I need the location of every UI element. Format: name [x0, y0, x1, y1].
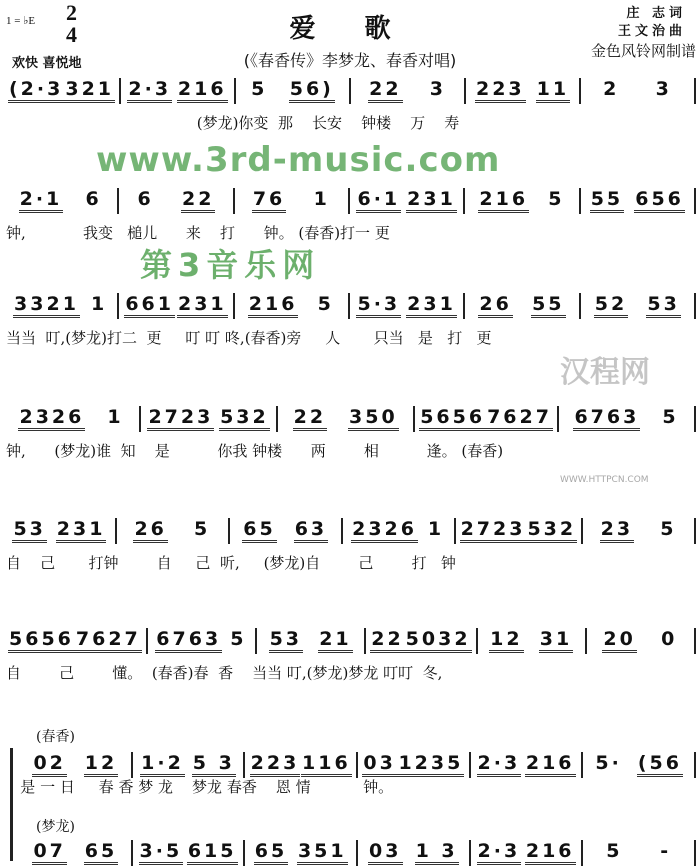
score-line [20, 840, 696, 868]
measure [235, 293, 350, 319]
note-group: 21 [318, 628, 352, 653]
note-group: 116 [301, 752, 352, 777]
measure [235, 188, 350, 214]
note-group: (56 [637, 752, 683, 777]
lyrics-line: 自 己 懂。 (春香)春 香 当当 叮,(梦龙)梦龙 叮叮 冬, [6, 664, 443, 682]
note-group: 2723 [147, 406, 214, 431]
note-group: 56) [289, 78, 335, 103]
measure [257, 628, 366, 654]
measure [236, 78, 351, 104]
note-group: 532 [526, 518, 577, 543]
watermark-httpcn: 汉程网 [560, 355, 650, 390]
note-group: 2·3 [477, 752, 522, 777]
note-group: 1 [427, 518, 445, 540]
measure [119, 188, 234, 214]
note-group: 2 [603, 78, 620, 100]
measure [583, 840, 696, 866]
measure [351, 78, 466, 104]
note-group: 52 [594, 293, 628, 318]
lyrics-line: 钟, (梦龙)谁 知 是 你我 钟楼 两 相 逢。 (春香) [6, 442, 504, 460]
measure [587, 628, 696, 654]
note-group: 223 [475, 78, 526, 103]
key-signature: 1 = ♭E [6, 15, 36, 27]
note-group: 26 [133, 518, 167, 543]
note-group: 65 [254, 840, 288, 865]
note-group: 2326 [18, 406, 85, 431]
note-group: 2·3 [477, 840, 522, 865]
note-group: 5 [548, 188, 565, 210]
watermark-httpcn-url: WWW.HTTPCN.COM [560, 475, 649, 485]
composer-credit: 王文治曲 [617, 24, 686, 39]
note-group: 3·5 [139, 840, 184, 865]
note-group: 351 [297, 840, 348, 865]
score-line [4, 293, 696, 321]
meter-bottom: 4 [66, 22, 77, 47]
note-group: 321 [64, 78, 115, 103]
note-group: 1 [91, 293, 108, 315]
note-group: 26 [478, 293, 512, 318]
note-group: 223 [250, 752, 301, 777]
measure [121, 78, 236, 104]
note-group: 5656 [8, 628, 75, 653]
note-group: 55 [531, 293, 565, 318]
score-line [4, 628, 696, 656]
measure [117, 518, 230, 544]
measure [583, 518, 696, 544]
lyrics-line: 自 己 打钟 自 己 听, (梦龙)自 己 打 钟 [6, 554, 456, 572]
measure [581, 293, 696, 319]
measure [20, 752, 133, 778]
note-group: 55 [590, 188, 624, 213]
note-group: 02 [32, 752, 66, 777]
note-group: 22 [181, 188, 215, 213]
note-group: 12 [84, 752, 118, 777]
measure [465, 293, 580, 319]
measure [478, 628, 587, 654]
lyricist-credit: 庄 志词 [626, 6, 686, 21]
watermark-site: www.3rd-music.com [96, 140, 501, 180]
maker-credit: 金色风铃网制谱 [590, 42, 696, 60]
note-group: 2·1 [19, 188, 64, 213]
note-group: 6763 [155, 628, 222, 653]
measure [343, 518, 456, 544]
note-group: 3 [429, 78, 446, 100]
measure [133, 752, 246, 778]
measure [4, 78, 121, 104]
system-bracket [10, 748, 17, 861]
note-group: 53 [646, 293, 680, 318]
note-group: 0 [661, 628, 678, 650]
measure [4, 518, 117, 544]
measure [4, 188, 119, 214]
note-group: 216 [478, 188, 529, 213]
note-group: 6763 [573, 406, 640, 431]
tempo-marking: 欢快 喜悦地 [12, 56, 82, 71]
song-subtitle: (《春香传》李梦龙、春香对唱) [243, 51, 457, 70]
note-group: 3 [655, 78, 672, 100]
meter-top: 2 [66, 0, 77, 25]
note-group: 63 [294, 518, 328, 543]
note-group: 231 [406, 188, 457, 213]
note-group: 216 [248, 293, 299, 318]
note-group: 231 [406, 293, 457, 318]
note-group: 1235 [397, 752, 464, 777]
score-line [4, 406, 696, 434]
lyrics-line: 钟, 我变 槌儿 来 打 钟。 (春香)打一 更 [6, 224, 390, 242]
note-group: 03 [362, 752, 396, 777]
note-group: 1 3 [415, 840, 459, 865]
note-group: 1·2 [140, 752, 185, 777]
measure [133, 840, 246, 866]
note-group: 65 [242, 518, 276, 543]
note-group: 5· [595, 752, 622, 774]
note-group: 5 [606, 840, 623, 862]
singer-role-label: (梦龙) [36, 819, 75, 835]
measure [581, 188, 696, 214]
lyrics-line: 是 一 日 春 香 梦 龙 梦龙 春香 恩 情 钟。 [6, 778, 394, 796]
lyrics-line: 当当 叮,(梦龙)打二 更 叮 叮 咚,(春香)旁 人 只当 是 打 更 [6, 329, 492, 347]
note-group: 31 [539, 628, 573, 653]
score-line [4, 188, 696, 216]
note-group: 22 [293, 406, 327, 431]
note-group: 53 [12, 518, 46, 543]
measure [245, 840, 358, 866]
note-group: 216 [525, 752, 576, 777]
measure [366, 628, 477, 654]
note-group: 656 [634, 188, 685, 213]
measure [230, 518, 343, 544]
note-group: 03 [368, 840, 402, 865]
measure [4, 406, 141, 432]
note-group: 6 [137, 188, 154, 210]
note-group: 6·1 [356, 188, 401, 213]
note-group: 22 [370, 628, 404, 653]
note-group: 53 [269, 628, 303, 653]
measure [559, 406, 696, 432]
note-group: 76 [252, 188, 286, 213]
score-line [4, 78, 696, 106]
note-group: 1 [313, 188, 330, 210]
note-group: 350 [348, 406, 399, 431]
measure [350, 188, 465, 214]
measure [350, 293, 465, 319]
note-group: 12 [489, 628, 523, 653]
measure [358, 840, 471, 866]
note-group: 216 [177, 78, 228, 103]
note-group: 2326 [351, 518, 418, 543]
note-group: 22 [368, 78, 402, 103]
note-group: 5 [251, 78, 268, 100]
note-group: 5 [230, 628, 247, 650]
note-group: 7627 [75, 628, 142, 653]
measure [4, 628, 148, 654]
note-group: 231 [56, 518, 107, 543]
note-group: 5 [193, 518, 211, 540]
note-group: 5 3 [192, 752, 236, 777]
note-group: 231 [177, 293, 228, 318]
note-group: 6 [85, 188, 102, 210]
measure [141, 406, 278, 432]
measure [471, 840, 584, 866]
note-group: 5·3 [356, 293, 401, 318]
note-group: 216 [525, 840, 576, 865]
note-group: 661 [124, 293, 175, 318]
measure [278, 406, 415, 432]
note-group: - [660, 840, 672, 862]
measure [583, 752, 696, 778]
measure [119, 293, 234, 319]
lyrics-line: (梦龙)你变 那 长安 钟楼 万 寿 [6, 114, 460, 132]
note-group: 7627 [486, 406, 553, 431]
measure [415, 406, 559, 432]
measure [465, 188, 580, 214]
measure [4, 293, 119, 319]
note-group: 5032 [405, 628, 472, 653]
measure [471, 752, 584, 778]
note-group: 5 [660, 518, 677, 540]
measure [245, 752, 358, 778]
note-group: 5656 [419, 406, 486, 431]
note-group: 20 [602, 628, 636, 653]
note-group: 07 [32, 840, 66, 865]
note-group: 11 [536, 78, 570, 103]
note-group: 65 [84, 840, 118, 865]
note-group: 23 [600, 518, 634, 543]
note-group: 532 [219, 406, 270, 431]
measure [456, 518, 584, 544]
note-group: 5 [317, 293, 334, 315]
note-group: (2·3 [8, 78, 64, 103]
measure [466, 78, 581, 104]
measure [148, 628, 257, 654]
note-group: 2723 [460, 518, 527, 543]
measure [358, 752, 471, 778]
measure [20, 840, 133, 866]
song-title: 爱 歌 [289, 14, 411, 44]
note-group: 1 [107, 406, 124, 428]
note-group: 615 [187, 840, 238, 865]
note-group: 2·3 [127, 78, 172, 103]
note-group: 3321 [13, 293, 80, 318]
note-group: 5 [662, 406, 679, 428]
watermark-site-cn: 第3音乐网 [140, 246, 321, 284]
score-line [4, 518, 696, 546]
singer-role-label: (春香) [36, 729, 75, 745]
measure [581, 78, 696, 104]
